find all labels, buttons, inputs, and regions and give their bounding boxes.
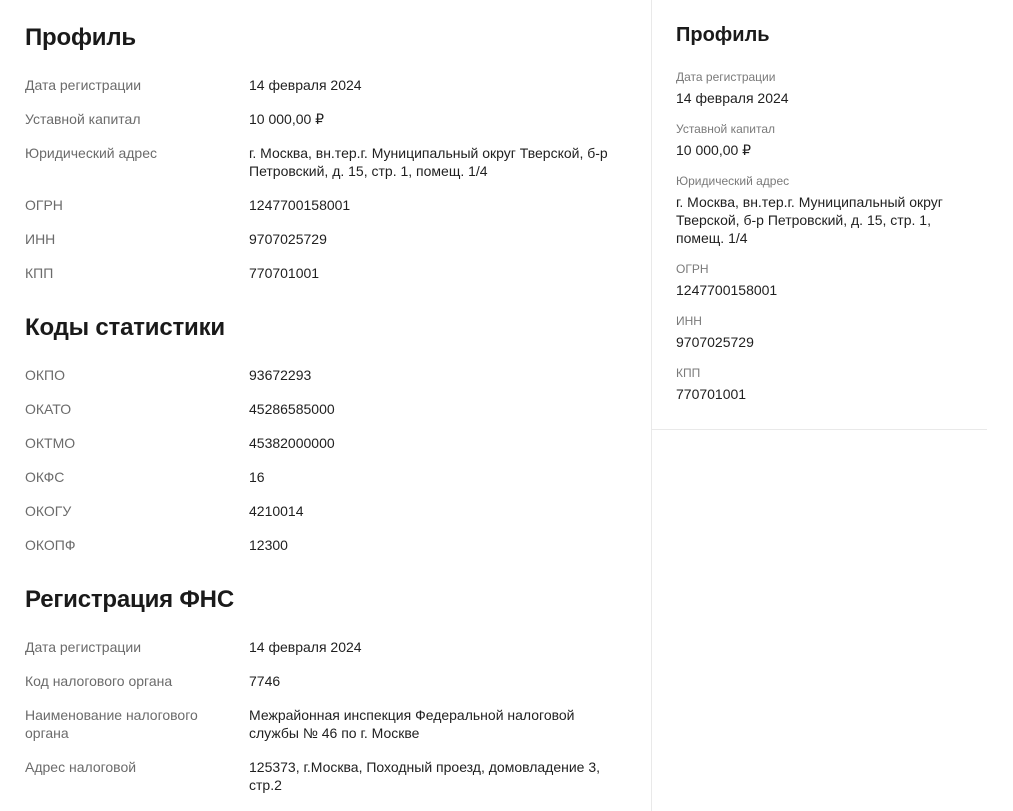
sidebar-item-value: 14 февраля 2024: [676, 90, 789, 106]
row-value: 10 000,00 ₽: [249, 111, 325, 127]
row-label: ОКТМО: [25, 435, 76, 451]
fns-title: Регистрация ФНС: [25, 586, 234, 613]
row-value: 45286585000: [249, 401, 335, 417]
sidebar-profile-card: [652, 0, 987, 430]
row-value: 9707025729: [249, 231, 327, 247]
row-value: Межрайонная инспекция Федеральной налоговой службы № 46 по г. Москве: [249, 707, 575, 741]
row-label: Наименование налогового органа: [25, 707, 198, 741]
sidebar-item-capital: [676, 122, 976, 159]
sidebar-item-label: ИНН: [676, 314, 702, 328]
sidebar-item-kpp: [676, 366, 976, 403]
row-label: Код налогового органа: [25, 673, 173, 689]
row-value: г. Москва, вн.тер.г. Муниципальный округ Тверской, б-р Петровский, д. 15, стр. 1, помещ. 1/4: [249, 145, 608, 179]
row-value: 14 февраля 2024: [249, 77, 362, 93]
sidebar-item-label: Юридический адрес: [676, 174, 790, 188]
row-label: ОКОГУ: [25, 503, 72, 519]
sidebar-item-label: Уставной капитал: [676, 122, 775, 136]
row-value: 1247700158001: [249, 197, 351, 213]
sidebar-item-legal-address: [676, 174, 976, 247]
sidebar-title: Профиль: [676, 24, 770, 46]
row-value: 125373, г.Москва, Походный проезд, домовладение 3, стр.2: [249, 759, 601, 793]
sidebar-item-label: Дата регистрации: [676, 70, 776, 84]
row-value: 4210014: [249, 503, 304, 519]
row-value: 45382000000: [249, 435, 335, 451]
row-label: Дата регистрации: [25, 639, 142, 655]
row-label: КПП: [25, 265, 54, 281]
sidebar-item-label: ОГРН: [676, 262, 709, 276]
sidebar-item-label: КПП: [676, 366, 701, 380]
sidebar-item-value: 9707025729: [676, 334, 754, 350]
profile-title: Профиль: [25, 24, 136, 51]
row-label: ОКПО: [25, 367, 65, 383]
row-label: Юридический адрес: [25, 145, 158, 161]
sidebar-item-value: 1247700158001: [676, 282, 778, 298]
row-value: 770701001: [249, 265, 320, 281]
sidebar-item-registration-date: [676, 70, 976, 107]
row-label: Дата регистрации: [25, 77, 142, 93]
sidebar-item-ogrn: [676, 262, 976, 299]
sidebar-item-value: 10 000,00 ₽: [676, 142, 752, 158]
row-value: 7746: [249, 673, 281, 689]
row-value: 14 февраля 2024: [249, 639, 362, 655]
row-value: 93672293: [249, 367, 312, 383]
row-label: Адрес налоговой: [25, 759, 137, 775]
row-label: ОКФС: [25, 469, 65, 485]
row-label: ОГРН: [25, 197, 63, 213]
row-label: ОКОПФ: [25, 537, 76, 553]
sidebar-item-value: 770701001: [676, 386, 747, 402]
row-label: Уставной капитал: [25, 111, 141, 127]
sidebar-item-value: г. Москва, вн.тер.г. Муниципальный округ Тверской, б-р Петровский, д. 15, стр. 1, помещ. 1/4: [676, 194, 943, 246]
sidebar-item-inn: [676, 314, 976, 351]
row-value: 12300: [249, 537, 288, 553]
row-label: ОКАТО: [25, 401, 72, 417]
row-value: 16: [249, 469, 265, 485]
stats-title: Коды статистики: [25, 314, 225, 341]
row-label: ИНН: [25, 231, 56, 247]
